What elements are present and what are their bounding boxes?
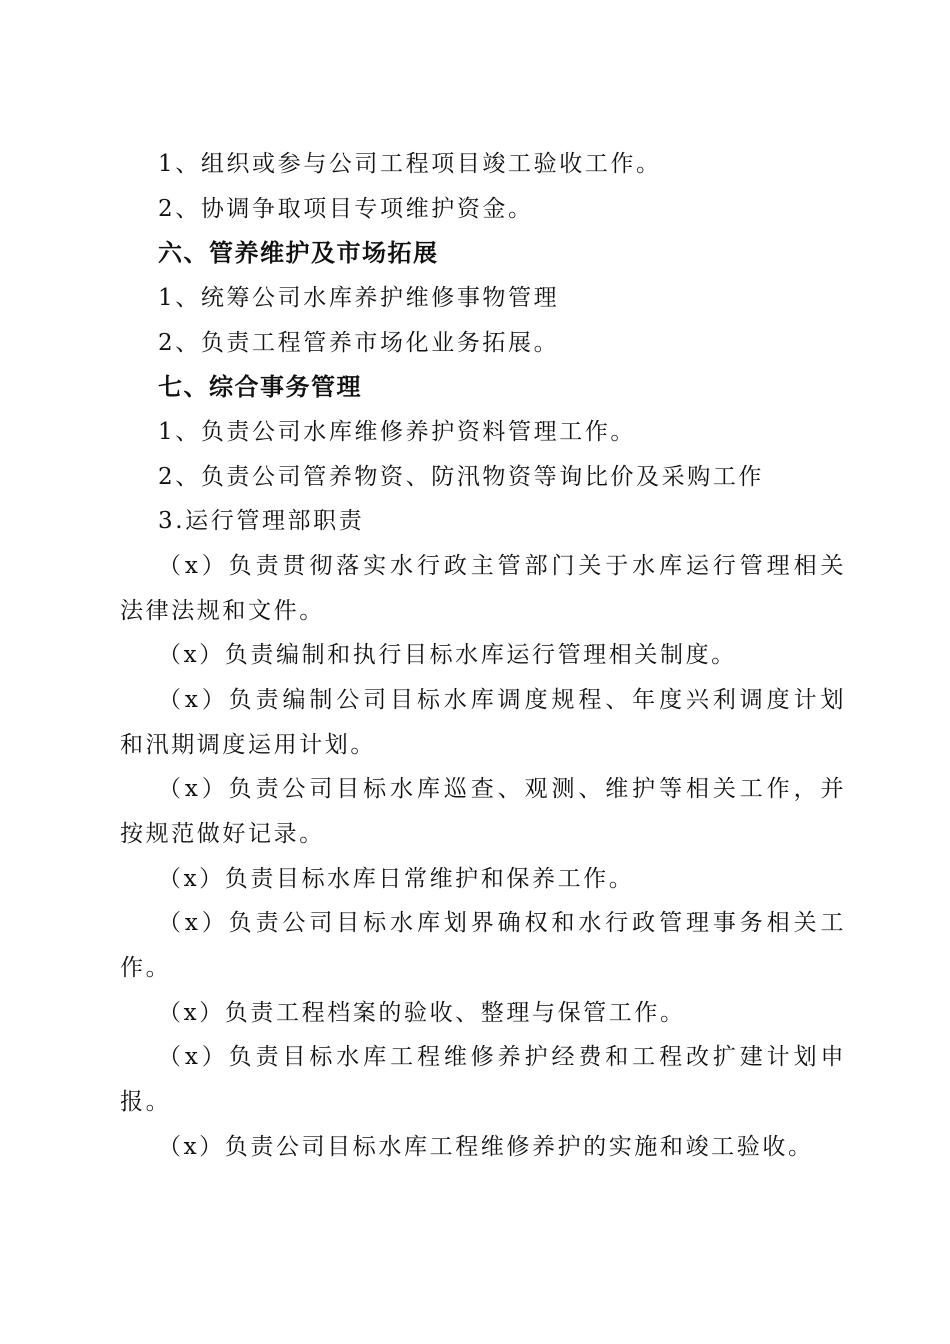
- section-heading-7: 七、综合事务管理: [158, 373, 362, 401]
- duty-3-line-2: 和汛期调度运用计划。: [120, 732, 376, 758]
- duty-4-line-2: 按规范做好记录。: [120, 821, 325, 847]
- duty-1-line-1: （x）负责贯彻落实水行政主管部门关于水库运行管理相关: [158, 553, 848, 579]
- duty-1-line-2: 法律法规和文件。: [120, 598, 325, 624]
- duty-6-line-2: 作。: [120, 955, 172, 981]
- duty-6-line-1: （x）负责公司目标水库划界确权和水行政管理事务相关工: [158, 910, 848, 936]
- section-7-item-2: 2、负责公司管养物资、防汛物资等询比价及采购工作: [158, 464, 765, 490]
- section-7-item-1: 1、负责公司水库维修养护资料管理工作。: [158, 419, 637, 445]
- item-2-maintenance-funds: 2、协调争取项目专项维护资金。: [158, 196, 534, 222]
- duty-7: （x）负责工程档案的验收、整理与保管工作。: [158, 1000, 686, 1026]
- duty-8-line-1: （x）负责目标水库工程维修养护经费和工程改扩建计划申: [158, 1044, 848, 1070]
- section-6-item-1: 1、统筹公司水库养护维修事物管理: [158, 285, 560, 311]
- duty-5: （x）负责目标水库日常维护和保养工作。: [158, 866, 635, 892]
- duty-4-line-1: （x）负责公司目标水库巡查、观测、维护等相关工作，并: [158, 776, 848, 802]
- duty-9: （x）负责公司目标水库工程维修养护的实施和竣工验收。: [158, 1134, 814, 1160]
- section-heading-6: 六、管养维护及市场拓展: [158, 239, 439, 267]
- duty-3-line-1: （x）负责编制公司目标水库调度规程、年度兴利调度计划: [158, 687, 848, 713]
- item-1-completion-acceptance: 1、组织或参与公司工程项目竣工验收工作。: [158, 151, 662, 177]
- subsection-title-ops-dept: 3.运行管理部职责: [158, 508, 365, 534]
- section-6-item-2: 2、负责工程管养市场化业务拓展。: [158, 330, 560, 356]
- duty-2: （x）负责编制和执行目标水库运行管理相关制度。: [158, 642, 737, 668]
- duty-8-line-2: 报。: [120, 1089, 172, 1115]
